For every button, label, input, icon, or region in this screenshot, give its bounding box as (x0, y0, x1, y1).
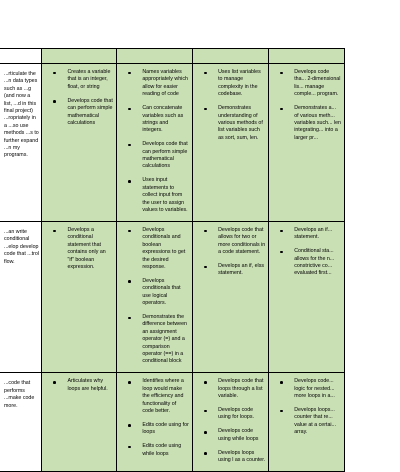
list-item: Conditional sta... allows for the n... constrictive co... evaluated first... (277, 248, 341, 278)
level-cell (269, 64, 345, 222)
list-item: Develops conditionals and boolean expressions to get the desired response. (125, 227, 189, 271)
criterion-text: ...an write conditional ...elop develop code that ...trol flow. (4, 228, 40, 265)
level-cell (193, 373, 269, 472)
list-item: Develops code using while loops (201, 428, 265, 443)
list-item: Names variables appropriately which allow for easier reading of code (125, 69, 189, 99)
list-item: Demonstrates understanding of various methods of list variables such as sort, sum, len. (201, 105, 265, 142)
criterion-text: ...rticulate the ...n data types such as ...g (and now a list, ...d in this final project) ...ropriately in a ...so use methods ...s to further expand ...n my programs. (4, 71, 39, 159)
list-item: Uses input statements to collect input from the user to assign values to variables. (125, 177, 189, 214)
list-item: Articulates why loops are helpful. (50, 378, 113, 393)
header-level-cell (193, 49, 269, 64)
header-criterion-cell (0, 49, 42, 64)
list-item: Develops code that can perform simple mathematical calculations (50, 98, 113, 128)
criterion-cell (0, 373, 42, 472)
list-item: Develops code that loops through a list variable. (201, 378, 265, 400)
list-item: Develops a conditional statement that contains only an "if" boolean expression. (50, 227, 113, 271)
list-item: Demonstrates the difference between an assignment operator (=) and a comparison operator (==) in a conditional block (125, 314, 189, 366)
rubric-row (0, 64, 345, 222)
level-cell (42, 221, 117, 372)
list-item: Creates a variable that is an integer, float, or string (50, 69, 113, 91)
level-cell (117, 64, 193, 222)
header-level-cell (269, 49, 345, 64)
level-cell (269, 221, 345, 372)
rubric-table (0, 48, 345, 472)
list-item: Can concatenate variables such as strings and integers. (125, 105, 189, 135)
level-cell (117, 373, 193, 472)
rubric-row (0, 373, 345, 472)
criterion-cell (0, 64, 42, 222)
level-cell (193, 221, 269, 372)
list-item: Develops code that can perform simple mathematical calculations (125, 141, 189, 171)
list-item: Develops code... logic for nested... more loops in a... (277, 378, 341, 400)
list-item: Develops conditionals that use logical operators. (125, 278, 189, 308)
list-item: Develops code that allows for two or more conditionals in a code statement. (201, 227, 265, 257)
level-cell (42, 64, 117, 222)
list-item: Develops an if, elss statement. (201, 263, 265, 278)
list-item: Edits code using while loops (125, 443, 189, 458)
level-cell (269, 373, 345, 472)
list-item: Develops loops using l as a counter. (201, 450, 265, 465)
list-item: Demonstrates a... of various meth... variables such... len integrating... into a larger pr... (277, 105, 341, 142)
level-cell (117, 221, 193, 372)
level-cell (193, 64, 269, 222)
rubric-row (0, 221, 345, 372)
list-item: Develops code using for loops. (201, 407, 265, 422)
list-item: Develops code tha... 2-dimensional lis... manage comple... program. (277, 69, 341, 99)
list-item: Develops loops... counter that re... value at a certai... array. (277, 407, 341, 437)
level-cell (42, 373, 117, 472)
header-row (0, 49, 345, 64)
list-item: Identifies where a loop would make the efficiency and functionality of code better. (125, 378, 189, 415)
header-level-cell (42, 49, 117, 64)
criterion-cell (0, 221, 42, 372)
criterion-text: ...code that performs ...make code more. (4, 380, 35, 409)
list-item: Develops an if... statement. (277, 227, 341, 242)
header-level-cell (117, 49, 193, 64)
list-item: Edits code using for loops (125, 422, 189, 437)
list-item: Uses list variables to manage complexity in the codebase. (201, 69, 265, 99)
